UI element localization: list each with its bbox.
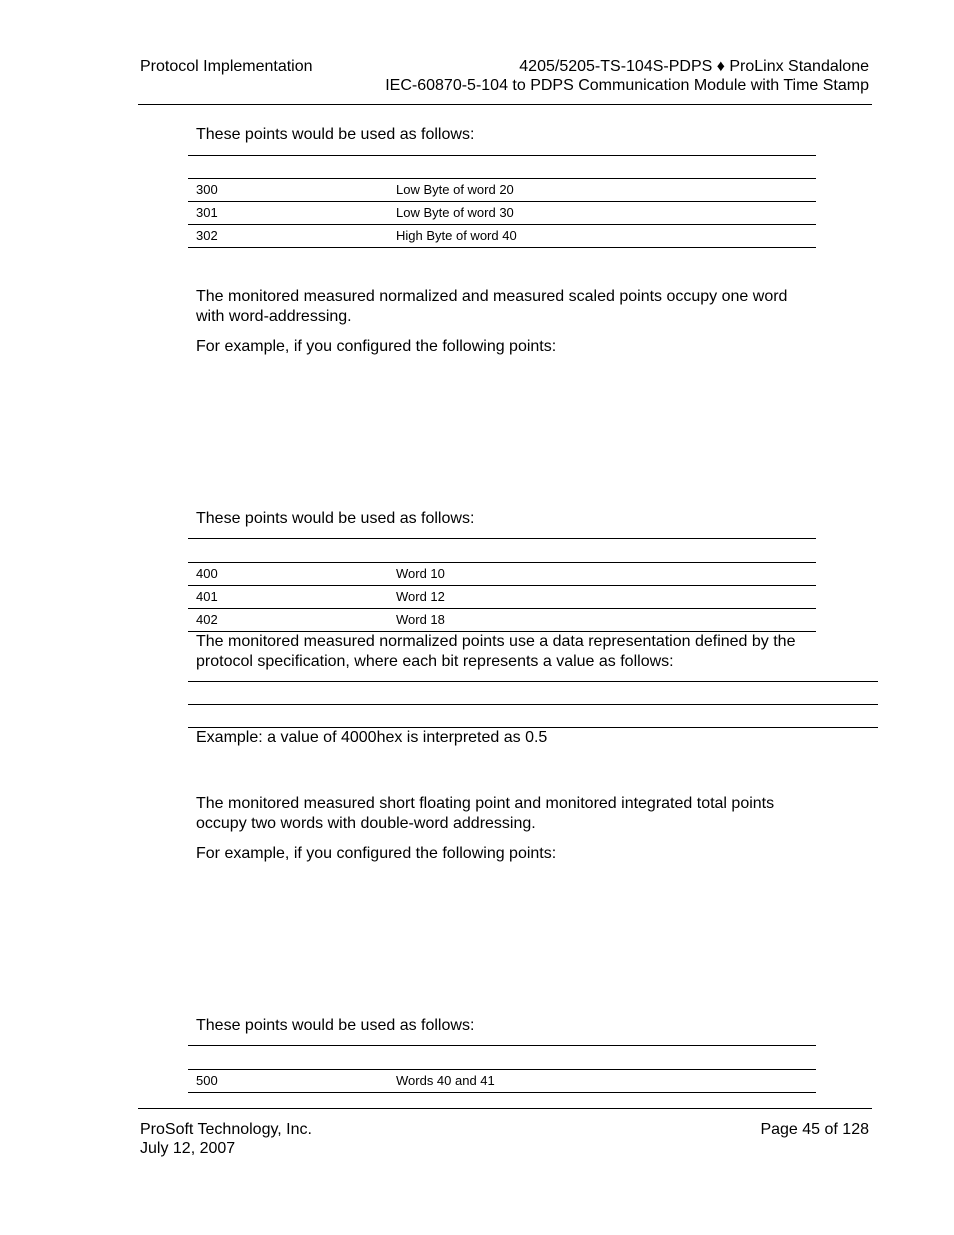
table-cell-point: 301 [196, 205, 218, 220]
table-cell-point: 302 [196, 228, 218, 243]
table-rule [188, 155, 816, 156]
table-cell-point: 500 [196, 1073, 218, 1088]
table-cell-point: 401 [196, 589, 218, 604]
header-product-line-2: IEC-60870-5-104 to PDPS Communication Module with Time Stamp [385, 77, 869, 94]
footer-company: ProSoft Technology, Inc. [140, 1121, 312, 1138]
table-rule [188, 562, 816, 563]
table-cell-usage: Words 40 and 41 [396, 1073, 495, 1088]
paragraph-example-config: For example, if you configured the following points: [196, 338, 557, 355]
table-rule [188, 1092, 816, 1093]
table-rule [188, 538, 816, 539]
table-rule [188, 585, 816, 586]
table-rule [188, 201, 816, 202]
paragraph-example-config: For example, if you configured the following points: [196, 845, 557, 862]
block3-intro: These points would be used as follows: [196, 1017, 475, 1034]
table-rule [188, 247, 816, 248]
table-rule [188, 224, 816, 225]
table-cell-point: 400 [196, 566, 218, 581]
table-rule [188, 608, 816, 609]
table-rule [188, 1069, 816, 1070]
table-cell-usage: Low Byte of word 30 [396, 205, 514, 220]
paragraph-normalized-representation: The monitored measured normalized points use a data representation defined by the protocol specification, where each bit represents a value as follows: [196, 633, 796, 670]
footer-date: July 12, 2007 [140, 1140, 236, 1157]
table-cell-point: 300 [196, 182, 218, 197]
table-cell-point: 402 [196, 612, 218, 627]
paragraph-example-value: Example: a value of 4000hex is interpreted as 0.5 [196, 729, 548, 746]
paragraph-float-total: The monitored measured short floating point and monitored integrated total points occupy two words with double-word addressing. [196, 795, 775, 832]
table-cell-usage: Low Byte of word 20 [396, 182, 514, 197]
header-section-title: Protocol Implementation [140, 58, 313, 75]
header-divider [138, 104, 872, 105]
table-rule [188, 178, 816, 179]
footer-page-number: Page 45 of 128 [760, 1121, 869, 1138]
table-rule [188, 704, 878, 705]
header-product-line-1: 4205/5205-TS-104S-PDPS ♦ ProLinx Standalone [519, 58, 869, 75]
table-cell-usage: High Byte of word 40 [396, 228, 517, 243]
table-rule [188, 1045, 816, 1046]
block2-intro: These points would be used as follows: [196, 510, 475, 527]
footer-divider [138, 1108, 872, 1109]
table-cell-usage: Word 12 [396, 589, 445, 604]
block1-intro: These points would be used as follows: [196, 126, 475, 143]
paragraph-normalized-scaled: The monitored measured normalized and measured scaled points occupy one word with word-addressing. [196, 288, 788, 325]
table-cell-usage: Word 18 [396, 612, 445, 627]
table-cell-usage: Word 10 [396, 566, 445, 581]
table-rule [188, 681, 878, 682]
